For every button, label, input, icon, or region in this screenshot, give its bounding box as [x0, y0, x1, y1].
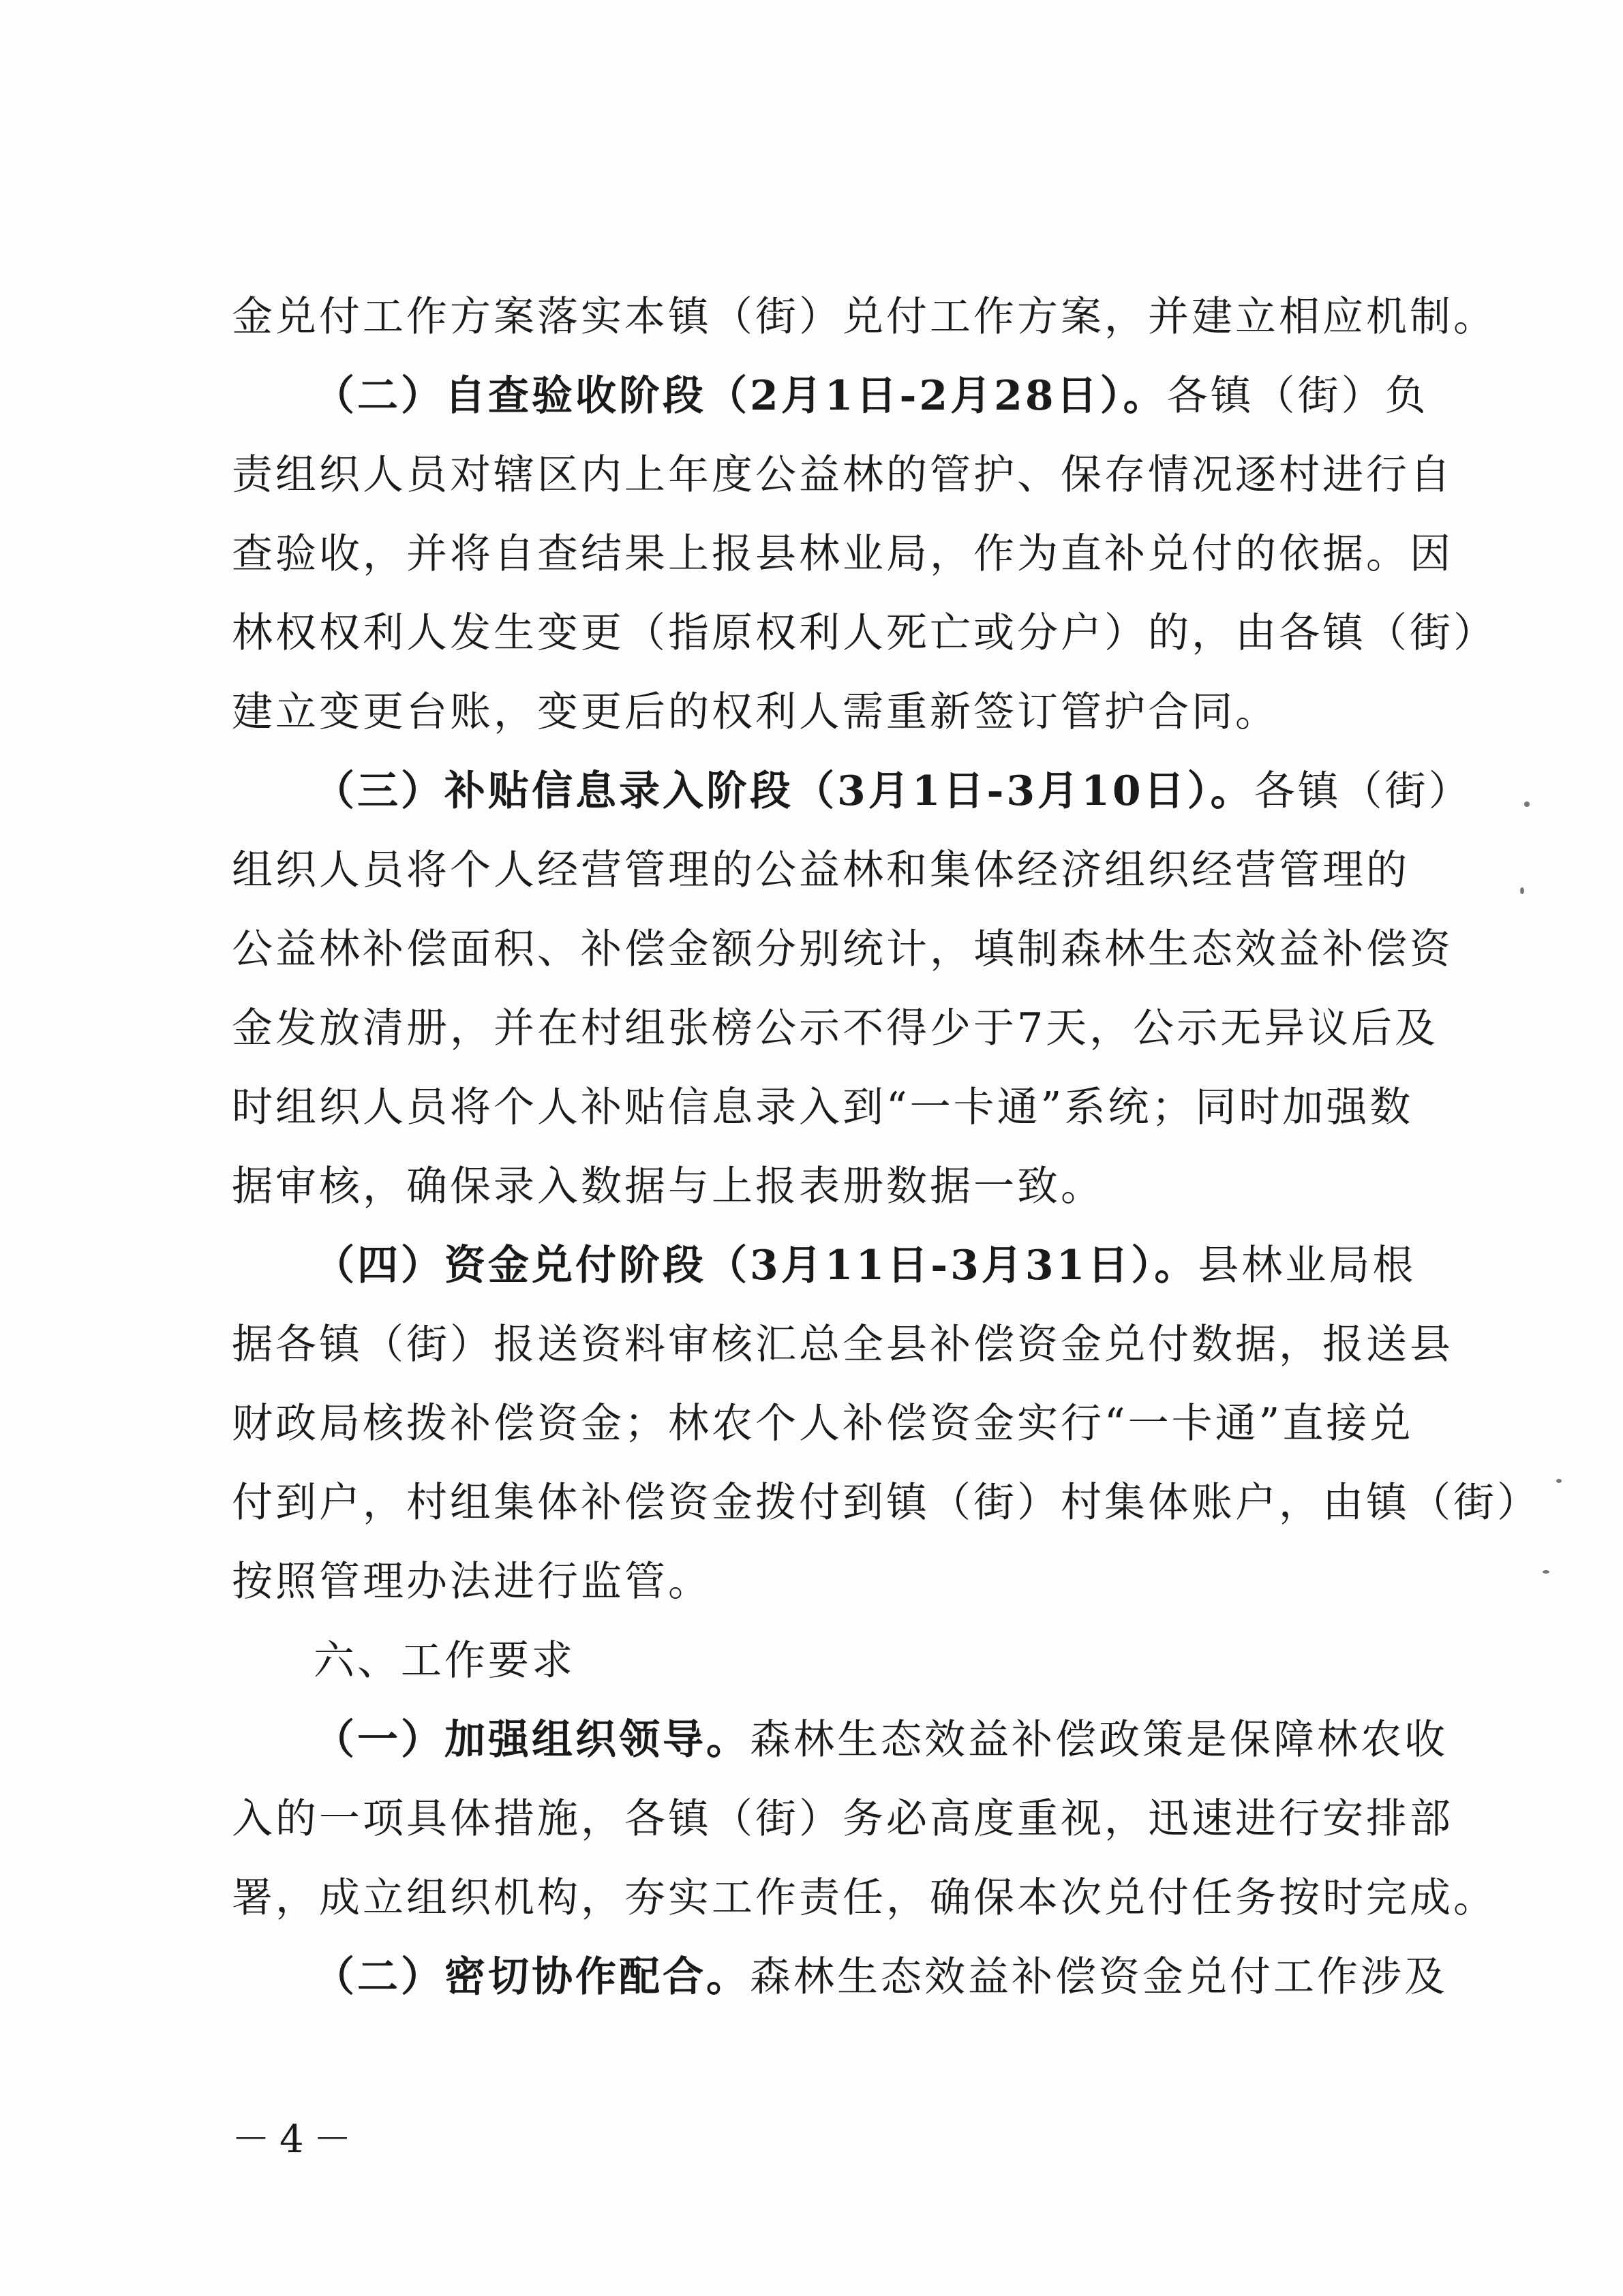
- scan-speck: [1524, 801, 1530, 807]
- section-heading-line: （二）密切协作配合。森林生态效益补偿资金兑付工作涉及: [314, 1953, 1448, 2001]
- section-heading-line: （四）资金兑付阶段（3月11日-3月31日）。县林业局根: [314, 1242, 1416, 1289]
- paragraph-line: 署，成立组织机构，夯实工作责任，确保本次兑付任务按时完成。: [232, 1874, 1497, 1922]
- section-heading-line: （三）补贴信息录入阶段（3月1日-3月10日）。各镇（街）: [314, 767, 1472, 815]
- scan-speck: [1543, 1570, 1549, 1574]
- chapter-heading: 六、工作要求: [314, 1637, 575, 1685]
- paragraph-line: 公益林补偿面积、补偿金额分别统计，填制森林生态效益补偿资: [232, 925, 1453, 973]
- paragraph-line: 金发放清册，并在村组张榜公示不得少于7天，公示无异议后及: [232, 1005, 1439, 1052]
- paragraph-line: 入的一项具体措施，各镇（街）务必高度重视，迅速进行安排部: [232, 1795, 1453, 1843]
- scan-speck: [1556, 1479, 1562, 1483]
- paragraph-line: 金兑付工作方案落实本镇（街）兑付工作方案，并建立相应机制。: [232, 293, 1497, 341]
- paragraph-line: 据各镇（街）报送资料审核汇总全县补偿资金兑付数据，报送县: [232, 1321, 1453, 1368]
- paragraph-line: 财政局核拨补偿资金；林农个人补偿资金实行“一卡通”直接兑: [232, 1400, 1414, 1448]
- paragraph-line: 责组织人员对辖区内上年度公益林的管护、保存情况逐村进行自: [232, 451, 1453, 499]
- section-heading-line: （二）自查验收阶段（2月1日-2月28日）。各镇（街）负: [314, 372, 1429, 420]
- section-heading-line: （一）加强组织领导。森林生态效益补偿政策是保障林农收: [314, 1716, 1448, 1764]
- paragraph-line: 查验收，并将自查结果上报县林业局，作为直补兑付的依据。因: [232, 530, 1453, 578]
- paragraph-line: 付到户，村组集体补偿资金拨付到镇（街）村集体账户，由镇（街）: [232, 1479, 1541, 1527]
- paragraph-line: 建立变更台账，变更后的权利人需重新签订管护合同。: [232, 688, 1279, 736]
- paragraph-line: 时组织人员将个人补贴信息录入到“一卡通”系统；同时加强数: [232, 1084, 1414, 1131]
- paragraph-line: 组织人员将个人经营管理的公益林和集体经济组织经营管理的: [232, 846, 1410, 894]
- paragraph-line: 据审核，确保录入数据与上报表册数据一致。: [232, 1163, 1104, 1210]
- page-number: －4－: [232, 2117, 361, 2162]
- scan-speck: [1520, 887, 1524, 894]
- paragraph-line: 按照管理办法进行监管。: [232, 1558, 712, 1606]
- paragraph-line: 林权权利人发生变更（指原权利人死亡或分户）的，由各镇（街）: [232, 609, 1497, 657]
